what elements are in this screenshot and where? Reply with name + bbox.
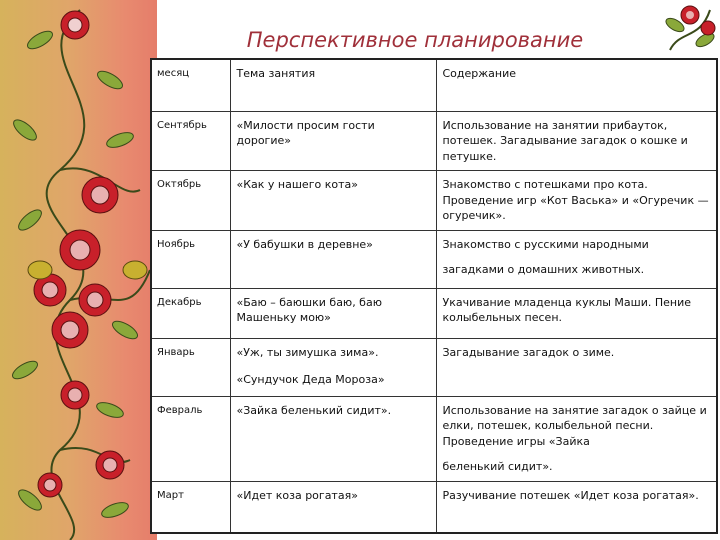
- month-cell: Ноябрь: [151, 230, 230, 288]
- theme-cell: «Как у нашего кота»: [230, 171, 436, 231]
- month-cell: Январь: [151, 338, 230, 396]
- theme-cell: «Милости просим гости дорогие»: [230, 111, 436, 171]
- theme-cell: «Баю – баюшки баю, баю Машеньку мою»: [230, 288, 436, 338]
- theme-cell: «У бабушки в деревне»: [230, 230, 436, 288]
- content-cell: Знакомство с потешками про кота. Проведение игр «Кот Васька» и «Огуречик — огуречик».: [436, 171, 717, 231]
- month-cell: Октябрь: [151, 171, 230, 231]
- table-row: [151, 230, 717, 288]
- table-header-row: [151, 59, 717, 111]
- content-cell: Укачивание младенца куклы Маши. Пение колыбельных песен.: [436, 288, 717, 338]
- table-row: [151, 171, 717, 231]
- table-row: [151, 111, 717, 171]
- theme-cell: «Уж, ты зимушка зима». «Сундучок Деда Мороза»: [230, 338, 436, 396]
- month-cell: Февраль: [151, 396, 230, 481]
- month-cell: Сентябрь: [151, 111, 230, 171]
- table-row: [151, 288, 717, 338]
- page-title: Перспективное планирование: [246, 28, 584, 52]
- content-cell: Использование на занятии прибауток, потешек. Загадывание загадок о кошке и петушке.: [436, 111, 717, 171]
- content-cell: Использование на занятие загадок о зайце и елки, потешек, колыбельной песни. Проведение игры «Зайка беленький сидит».: [436, 396, 717, 481]
- theme-cell: «Зайка беленький сидит».: [230, 396, 436, 481]
- month-cell: Март: [151, 481, 230, 533]
- header-content: Содержание: [436, 59, 717, 111]
- floral-ornament: [0, 0, 157, 540]
- theme-cell: «Идет коза рогатая»: [230, 481, 436, 533]
- header-theme: Тема занятия: [230, 59, 436, 111]
- header-month: месяц: [151, 59, 230, 111]
- content-cell: Разучивание потешек «Идет коза рогатая».: [436, 481, 717, 533]
- table-row: [151, 338, 717, 396]
- content-cell: Загадывание загадок о зиме.: [436, 338, 717, 396]
- table-row: [151, 396, 717, 481]
- month-cell: Декабрь: [151, 288, 230, 338]
- planning-table: [150, 58, 718, 534]
- content-cell: Знакомство с русскими народными загадками о домашних животных.: [436, 230, 717, 288]
- table-row: [151, 481, 717, 533]
